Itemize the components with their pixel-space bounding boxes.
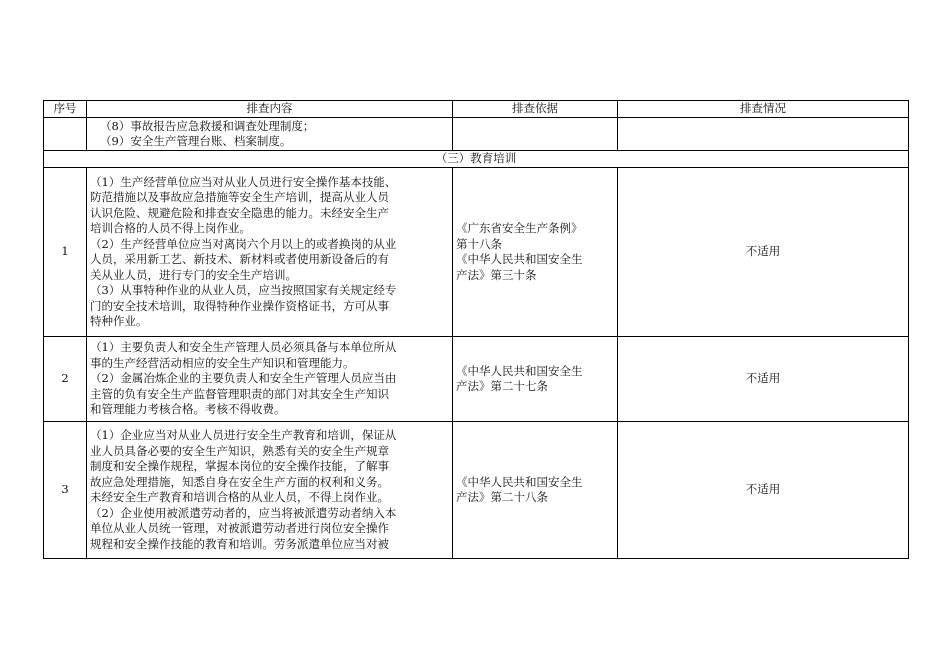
content-line: （3）从事特种作业的从业人员，应当按照国家有关规定经专 xyxy=(90,283,397,297)
section-row xyxy=(44,151,909,168)
row-basis xyxy=(453,337,618,422)
row-content xyxy=(87,337,453,422)
content-line: （1）主要负责人和安全生产管理人员必须具备与本单位所从 xyxy=(90,340,397,355)
row-content xyxy=(87,422,453,559)
continued-item-9: （9）安全生产管理台账、档案制度。 xyxy=(100,134,292,148)
table-row xyxy=(44,422,909,559)
content-line: （2）金属冶炼企业的主要负责人和安全生产管理人员应当由 xyxy=(90,371,397,386)
basis-line: 产法》第三十条 xyxy=(456,267,537,282)
content-line: 关从业人员，进行专门的安全生产培训。 xyxy=(90,267,297,282)
basis-line: 《广东省安全生产条例》 xyxy=(456,221,583,235)
row-basis xyxy=(453,422,618,559)
content-line: 和管理能力考核合格。考核不得收费。 xyxy=(90,402,286,417)
row-number: 3 xyxy=(44,422,87,559)
content-line: 制度和安全操作规程，掌握本岗位的安全操作技能，了解事 xyxy=(90,459,389,473)
content-line: 防范措施以及事故应急措施等安全生产培训，提高从业人员 xyxy=(90,190,389,204)
row-status: 不适用 xyxy=(618,422,909,559)
row-number: 1 xyxy=(44,168,87,337)
content-line: （2）生产经营单位应当对离岗六个月以上的或者换岗的从业 xyxy=(90,236,397,251)
header-basis: 排查依据 xyxy=(453,101,618,118)
content-line: 事的生产经营活动相应的安全生产知识和管理能力。 xyxy=(90,355,355,370)
basis-line: 《中华人民共和国安全生 xyxy=(456,363,583,378)
basis-line: 第十八条 xyxy=(456,236,502,251)
continued-status xyxy=(618,118,909,151)
header-content: 排查内容 xyxy=(87,101,453,118)
header-status: 排查情况 xyxy=(618,101,909,118)
basis-line: 产法》第二十七条 xyxy=(456,379,548,393)
continued-basis xyxy=(453,118,618,151)
continued-no xyxy=(44,118,87,151)
content-line: 业人员具备必要的安全生产知识，熟悉有关的安全生产规章 xyxy=(90,443,389,458)
continued-row xyxy=(44,118,909,151)
row-status: 不适用 xyxy=(618,337,909,422)
content-line: （1）生产经营单位应当对从业人员进行安全操作基本技能、 xyxy=(90,174,397,189)
table-row xyxy=(44,168,909,337)
content-line: （2）企业使用被派遣劳动者的，应当将被派遣劳动者纳入本 xyxy=(90,505,397,520)
content-line: 门的安全技术培训，取得特种作业操作资格证书，方可从事 xyxy=(90,298,389,313)
section-title: （三）教育培训 xyxy=(44,151,909,168)
content-line: （1）企业应当对从业人员进行安全生产教育和培训，保证从 xyxy=(90,428,397,442)
content-line: 特种作业。 xyxy=(90,314,148,328)
continued-content xyxy=(87,118,453,151)
content-line: 培训合格的人员不得上岗作业。 xyxy=(90,221,251,235)
row-content xyxy=(87,168,453,337)
row-basis xyxy=(453,168,618,337)
content-line: 单位从业人员统一管理，对被派遣劳动者进行岗位安全操作 xyxy=(90,521,389,535)
table-row xyxy=(44,337,909,422)
basis-line: 《中华人民共和国安全生 xyxy=(456,252,583,266)
header-no: 序号 xyxy=(44,101,87,118)
row-number: 2 xyxy=(44,337,87,422)
content-line: 主管的负有安全生产监督管理职责的部门对其安全生产知识 xyxy=(90,386,389,401)
content-line: 故应急处理措施，知悉自身在安全生产方面的权利和义务。 xyxy=(90,474,389,489)
content-line: 人员，采用新工艺、新技术、新材料或者使用新设备后的有 xyxy=(90,252,389,266)
content-line: 认识危险、规避危险和排查安全隐患的能力。未经安全生产 xyxy=(90,205,389,220)
header-row xyxy=(44,101,909,118)
row-status: 不适用 xyxy=(618,168,909,337)
inspection-table xyxy=(43,100,909,559)
content-line: 未经安全生产教育和培训合格的从业人员，不得上岗作业。 xyxy=(90,490,389,504)
continued-item-8: （8）事故报告应急救援和调查处理制度； xyxy=(100,118,315,133)
basis-line: 产法》第二十八条 xyxy=(456,490,548,504)
basis-line: 《中华人民共和国安全生 xyxy=(456,474,583,489)
content-line: 规程和安全操作技能的教育和培训。劳务派遣单位应当对被 xyxy=(90,536,389,551)
